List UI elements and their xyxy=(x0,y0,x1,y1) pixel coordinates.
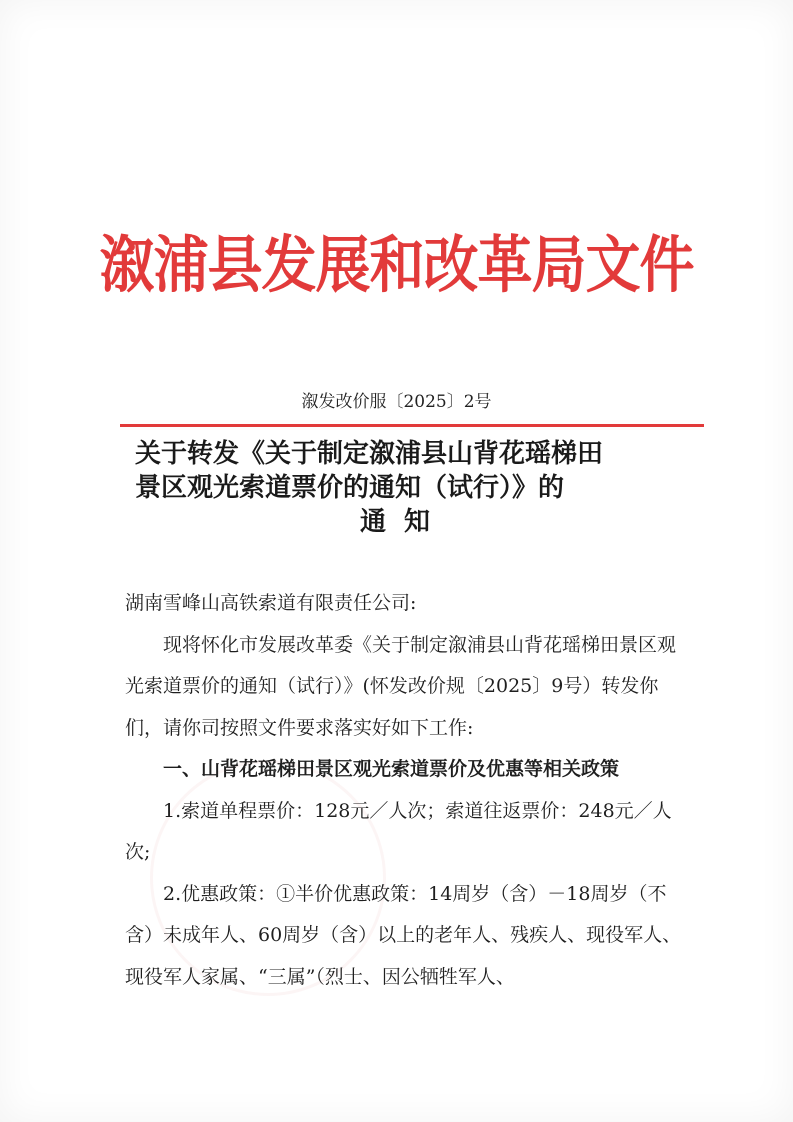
title-line-2: 景区观光索道票价的通知（试行）》的 xyxy=(135,473,565,503)
document-title xyxy=(90,437,703,539)
document-number: 溆发改价服〔2025〕2号 xyxy=(301,392,492,412)
document-body xyxy=(125,583,685,998)
body-paragraph: 1.索道单程票价：128元／人次；索道往返票价：248元／人次; xyxy=(125,799,672,863)
body-paragraph: 2.优惠政策：①半价优惠政策：14周岁（含）－18周岁（不含）未成年人、60周岁（含）以上的老年人、残疾人、现役军人、现役军人家属、“三属”（烈士、因公牺牲军人、 xyxy=(125,882,682,988)
salutation: 湖南雪峰山高铁索道有限责任公司: xyxy=(125,592,417,614)
body-paragraph: 现将怀化市发展改革委《关于制定溆浦县山背花瑶梯田景区观光索道票价的通知（试行）》(怀发改价规〔2025〕9号）转发你们，请你司按照文件要求落实好如下工作: xyxy=(125,633,677,739)
title-line-1: 关于转发《关于制定溆浦县山背花瑶梯田 xyxy=(135,439,604,469)
section-heading: 一、山背花瑶梯田景区观光索道票价及优惠等相关政策 xyxy=(163,758,620,780)
title-line-3: 通知 xyxy=(360,507,449,537)
issuing-authority-header: 溆浦县发展和改革局文件 xyxy=(99,228,694,301)
red-separator-line xyxy=(120,424,704,427)
